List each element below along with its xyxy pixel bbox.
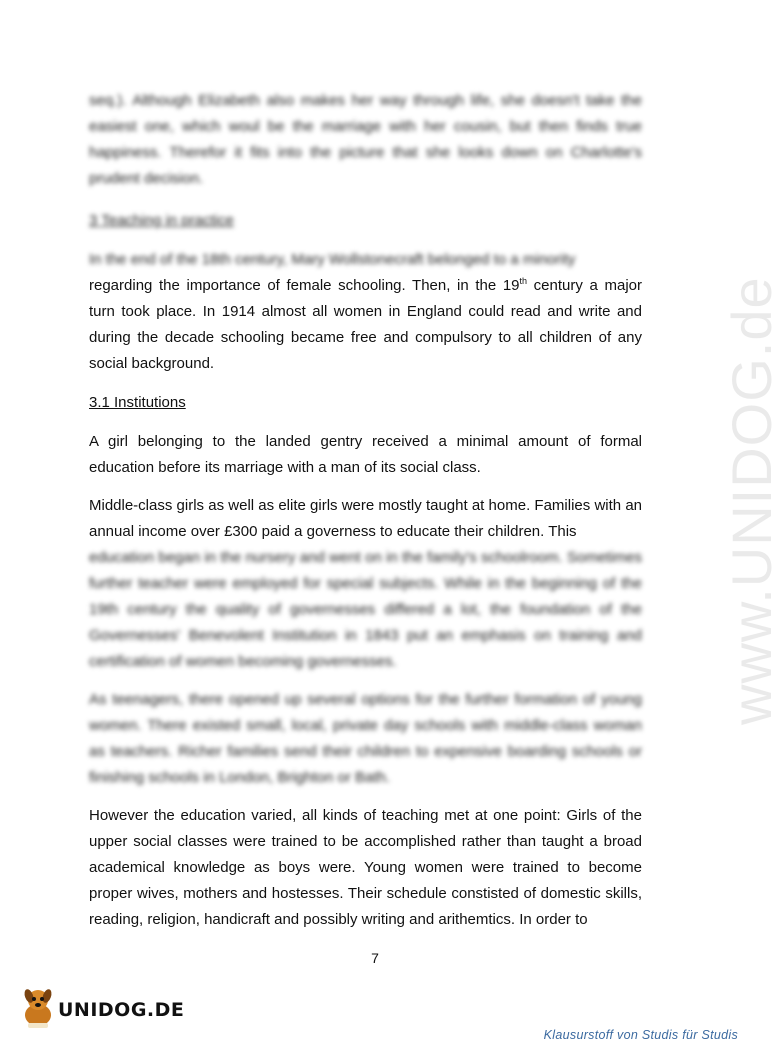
- footer-tagline: Klausurstoff von Studis für Studis: [543, 1028, 738, 1042]
- paragraph-middle-class: Middle-class girls as well as elite girls were mostly taught at home. Families with an annual income over £300 paid a governess to educate their children. This: [89, 497, 642, 540]
- watermark: www.UNIDOG.de: [720, 276, 783, 725]
- text-column: [89, 88, 642, 933]
- unidog-logo: [18, 985, 218, 1033]
- logo-text: UNIDOG.DE: [58, 999, 185, 1021]
- section-heading: 3 Teaching in practice: [89, 212, 234, 229]
- dog-icon: [18, 985, 58, 1031]
- paragraph-gentry: A girl belonging to the landed gentry received a minimal amount of formal education before its marriage with a man of its social class.: [89, 433, 642, 476]
- superscript: th: [519, 276, 528, 286]
- paragraph-however: However the education varied, all kinds of teaching met at one point: Girls of the upper social classes were trained to be accomplished rather than taught a broad academical knowledge as boys were. Young women were trained to become proper wives, mothers and hostesses. Their schedule constisted of domestic skills, reading, religion, handicraft and possibly writing and arithemtics. In order to: [89, 807, 642, 928]
- paragraph-teaching: regarding the importance of female schooling. Then, in the 19th century a major turn took place. In 1914 almost all women in England could read and write and during the decade schooling became free and compulsory to all children of any social background.: [89, 276, 642, 372]
- paragraph-middle-class-blurred: education began in the nursery and went on in the family's schoolroom. Sometimes further teacher were employed for special subjects. While in the beginning of the 19th century the quality of governesses differed a lot, the foundation of the Governesses' Benevolent Institution in 1843 put an emphasis on training and certification of women becoming governesses.: [89, 549, 642, 670]
- page-number: 7: [371, 950, 379, 966]
- paragraph-intro-blurred: seq.). Although Elizabeth also makes her way through life, she doesn't take the easiest one, which woul be the marriage with her cousin, but then finds true happiness. Therefor it fits into the picture that she looks down on Charlotte's prudent decision.: [89, 92, 642, 187]
- subsection-heading: 3.1 Institutions: [89, 394, 186, 411]
- paragraph-teaching-first-line: In the end of the 18th century, Mary Wollstonecraft belonged to a minority: [89, 251, 576, 268]
- paragraph-teenagers-blurred: As teenagers, there opened up several options for the further formation of young women. There existed small, local, private day schools with middle-class woman as teachers. Richer families send their children to expensive boarding schools or finishing schools in London, Brighton or Bath.: [89, 691, 642, 786]
